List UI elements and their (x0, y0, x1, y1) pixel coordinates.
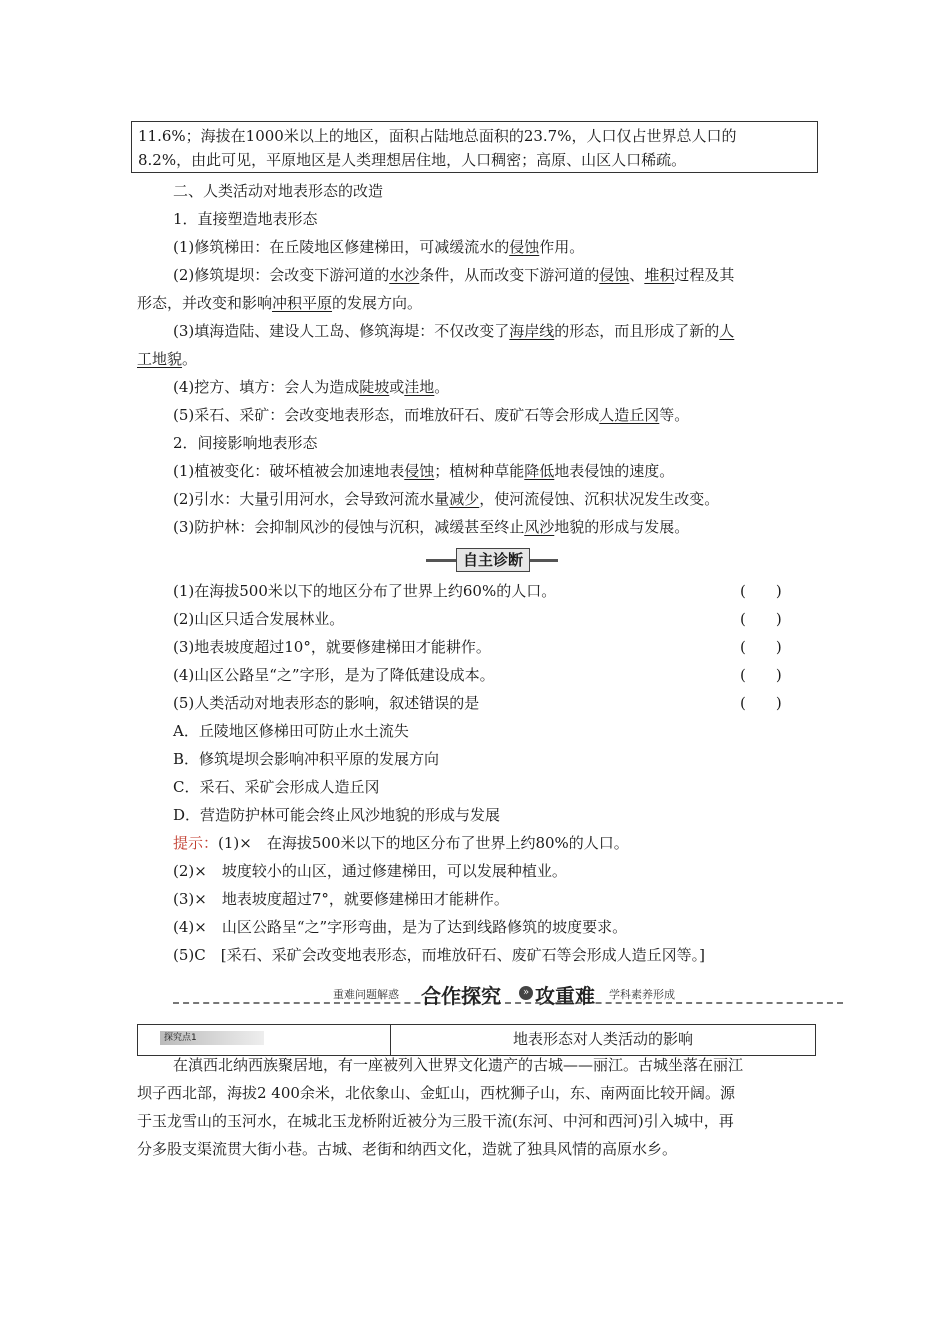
item-dam-line2: 形态，并改变和影响冲积平原的发展方向。 (137, 294, 423, 312)
passage-line-3: 于玉龙雪山的玉河水，在城北玉龙桥附近被分为三股干流(东河、中河和西河)引入城中，再 (137, 1112, 734, 1130)
key-term: 堆积 (644, 266, 675, 284)
key-term: 减少 (449, 490, 480, 508)
key-term: 人 (719, 322, 735, 340)
answer-blank-1: ( ) (740, 582, 782, 600)
badge-label: 自主诊断 (456, 548, 530, 572)
passage-line-1: 在滇西北纳西族聚居地，有一座被列入世界文化遗产的古城——丽江。古城坐落在丽江 (173, 1056, 744, 1074)
item-water-diversion: (2)引水：大量引用河水，会导致河流水量减少，使河流侵蚀、沉积状况发生改变。 (173, 490, 720, 508)
option-c: C．采石、采矿会形成人造丘冈 (173, 778, 380, 796)
tip-label: 提示： (173, 834, 219, 852)
answer-blank-4: ( ) (740, 666, 782, 684)
subheading-indirect: 2．间接影响地表形态 (173, 434, 318, 452)
section-banner (173, 982, 843, 1008)
answer-5: (5)C [采石、采矿会改变地表形态，而堆放矸石、废矿石等会形成人造丘冈等。] (173, 946, 705, 964)
question-4: (4)山区公路呈“之”字形，是为了降低建设成本。 (173, 666, 495, 684)
question-2: (2)山区只适合发展林业。 (173, 610, 345, 628)
answer-2: (2)× 坡度较小的山区，通过修建梯田，可以发展种植业。 (173, 862, 567, 880)
key-term: 人造丘冈 (599, 406, 660, 424)
banner-dashed-rule (173, 1002, 843, 1004)
question-3: (3)地表坡度超过10°，就要修建梯田才能耕作。 (173, 638, 491, 656)
banner-title-a: 合作探究 (421, 984, 501, 1008)
continued-text-box (131, 121, 818, 173)
key-term: 海岸线 (509, 322, 555, 340)
item-shelterbelt: (3)防护林：会抑制风沙的侵蚀与沉积，减缓甚至终止风沙地貌的形成与发展。 (173, 518, 690, 536)
banner-arrow-icon: » (519, 986, 533, 1000)
box-line-2: 8.2%，由此可见，平原地区是人类理想居住地，人口稠密；高原、山区人口稀疏。 (138, 151, 687, 169)
passage-line-4: 分多股支渠流贯大街小巷。古城、老街和纳西文化，造就了独具风情的高原水乡。 (137, 1140, 678, 1158)
key-term: 水沙 (389, 266, 420, 284)
question-5: (5)人类活动对地表形态的影响，叙述错误的是 (173, 694, 480, 712)
banner-title-b: 攻重难 (535, 984, 595, 1008)
key-term: 侵蚀 (404, 462, 435, 480)
answer-blank-5: ( ) (740, 694, 782, 712)
answer-blank-2: ( ) (740, 610, 782, 628)
item-reclamation-line1: (3)填海造陆、建设人工岛、修筑海堤：不仅改变了海岸线的形态，而且形成了新的人 (173, 322, 735, 340)
key-term: 侵蚀 (599, 266, 630, 284)
banner-left-label: 重难问题解惑 (333, 988, 399, 1001)
topic-tag-cell (138, 1025, 391, 1055)
key-term: 洼地 (404, 378, 435, 396)
item-vegetation: (1)植被变化：破坏植被会加速地表侵蚀；植树种草能降低地表侵蚀的速度。 (173, 462, 675, 480)
banner-right-label: 学科素养形成 (609, 988, 675, 1001)
item-dam-line1: (2)修筑堤坝：会改变下游河道的水沙条件，从而改变下游河道的侵蚀、堆积过程及其 (173, 266, 735, 284)
passage-line-2: 坝子西北部，海拔2 400余米，北依象山、金虹山，西枕狮子山，东、南两面比较开阔。源 (137, 1084, 735, 1102)
item-terrace: (1)修筑梯田：在丘陵地区修建梯田，可减缓流水的侵蚀作用。 (173, 238, 585, 256)
answer-blank-3: ( ) (740, 638, 782, 656)
key-term: 风沙 (524, 518, 555, 536)
key-term: 工地貌 (137, 350, 183, 368)
answer-4: (4)× 山区公路呈“之”字形弯曲，是为了达到线路修筑的坡度要求。 (173, 918, 628, 936)
topic-title: 地表形态对人类活动的影响 (512, 1030, 693, 1048)
section-heading: 二、人类活动对地表形态的改造 (173, 182, 384, 200)
topic-header-table (137, 1024, 816, 1056)
self-diagnosis-badge (426, 548, 558, 572)
option-b: B．修筑堤坝会影响冲积平原的发展方向 (173, 750, 440, 768)
question-1: (1)在海拔500米以下的地区分布了世界上约60%的人口。 (173, 582, 557, 600)
option-a: A．丘陵地区修梯田可防止水土流失 (173, 722, 409, 740)
answer-1: 提示：(1)× 在海拔500米以下的地区分布了世界上约80%的人口。 (173, 834, 629, 852)
item-excavation: (4)挖方、填方：会人为造成陡坡或洼地。 (173, 378, 450, 396)
option-d: D．营造防护林可能会终止风沙地貌的形成与发展 (173, 806, 501, 824)
item-reclamation-line2: 工地貌。 (137, 350, 198, 368)
key-term: 侵蚀 (509, 238, 540, 256)
answer-3: (3)× 地表坡度超过7°，就要修建梯田才能耕作。 (173, 890, 509, 908)
key-term: 冲积平原 (272, 294, 333, 312)
item-quarrying: (5)采石、采矿：会改变地表形态，而堆放矸石、废矿石等会形成人造丘冈等。 (173, 406, 690, 424)
key-term: 降低 (524, 462, 555, 480)
topic-tag: 探究点1 (160, 1031, 264, 1045)
key-term: 陡坡 (359, 378, 390, 396)
box-line-1: 11.6%；海拔在1000米以上的地区，面积占陆地总面积的23.7%，人口仅占世界总人口的 (138, 127, 737, 145)
subheading-direct: 1．直接塑造地表形态 (173, 210, 318, 228)
